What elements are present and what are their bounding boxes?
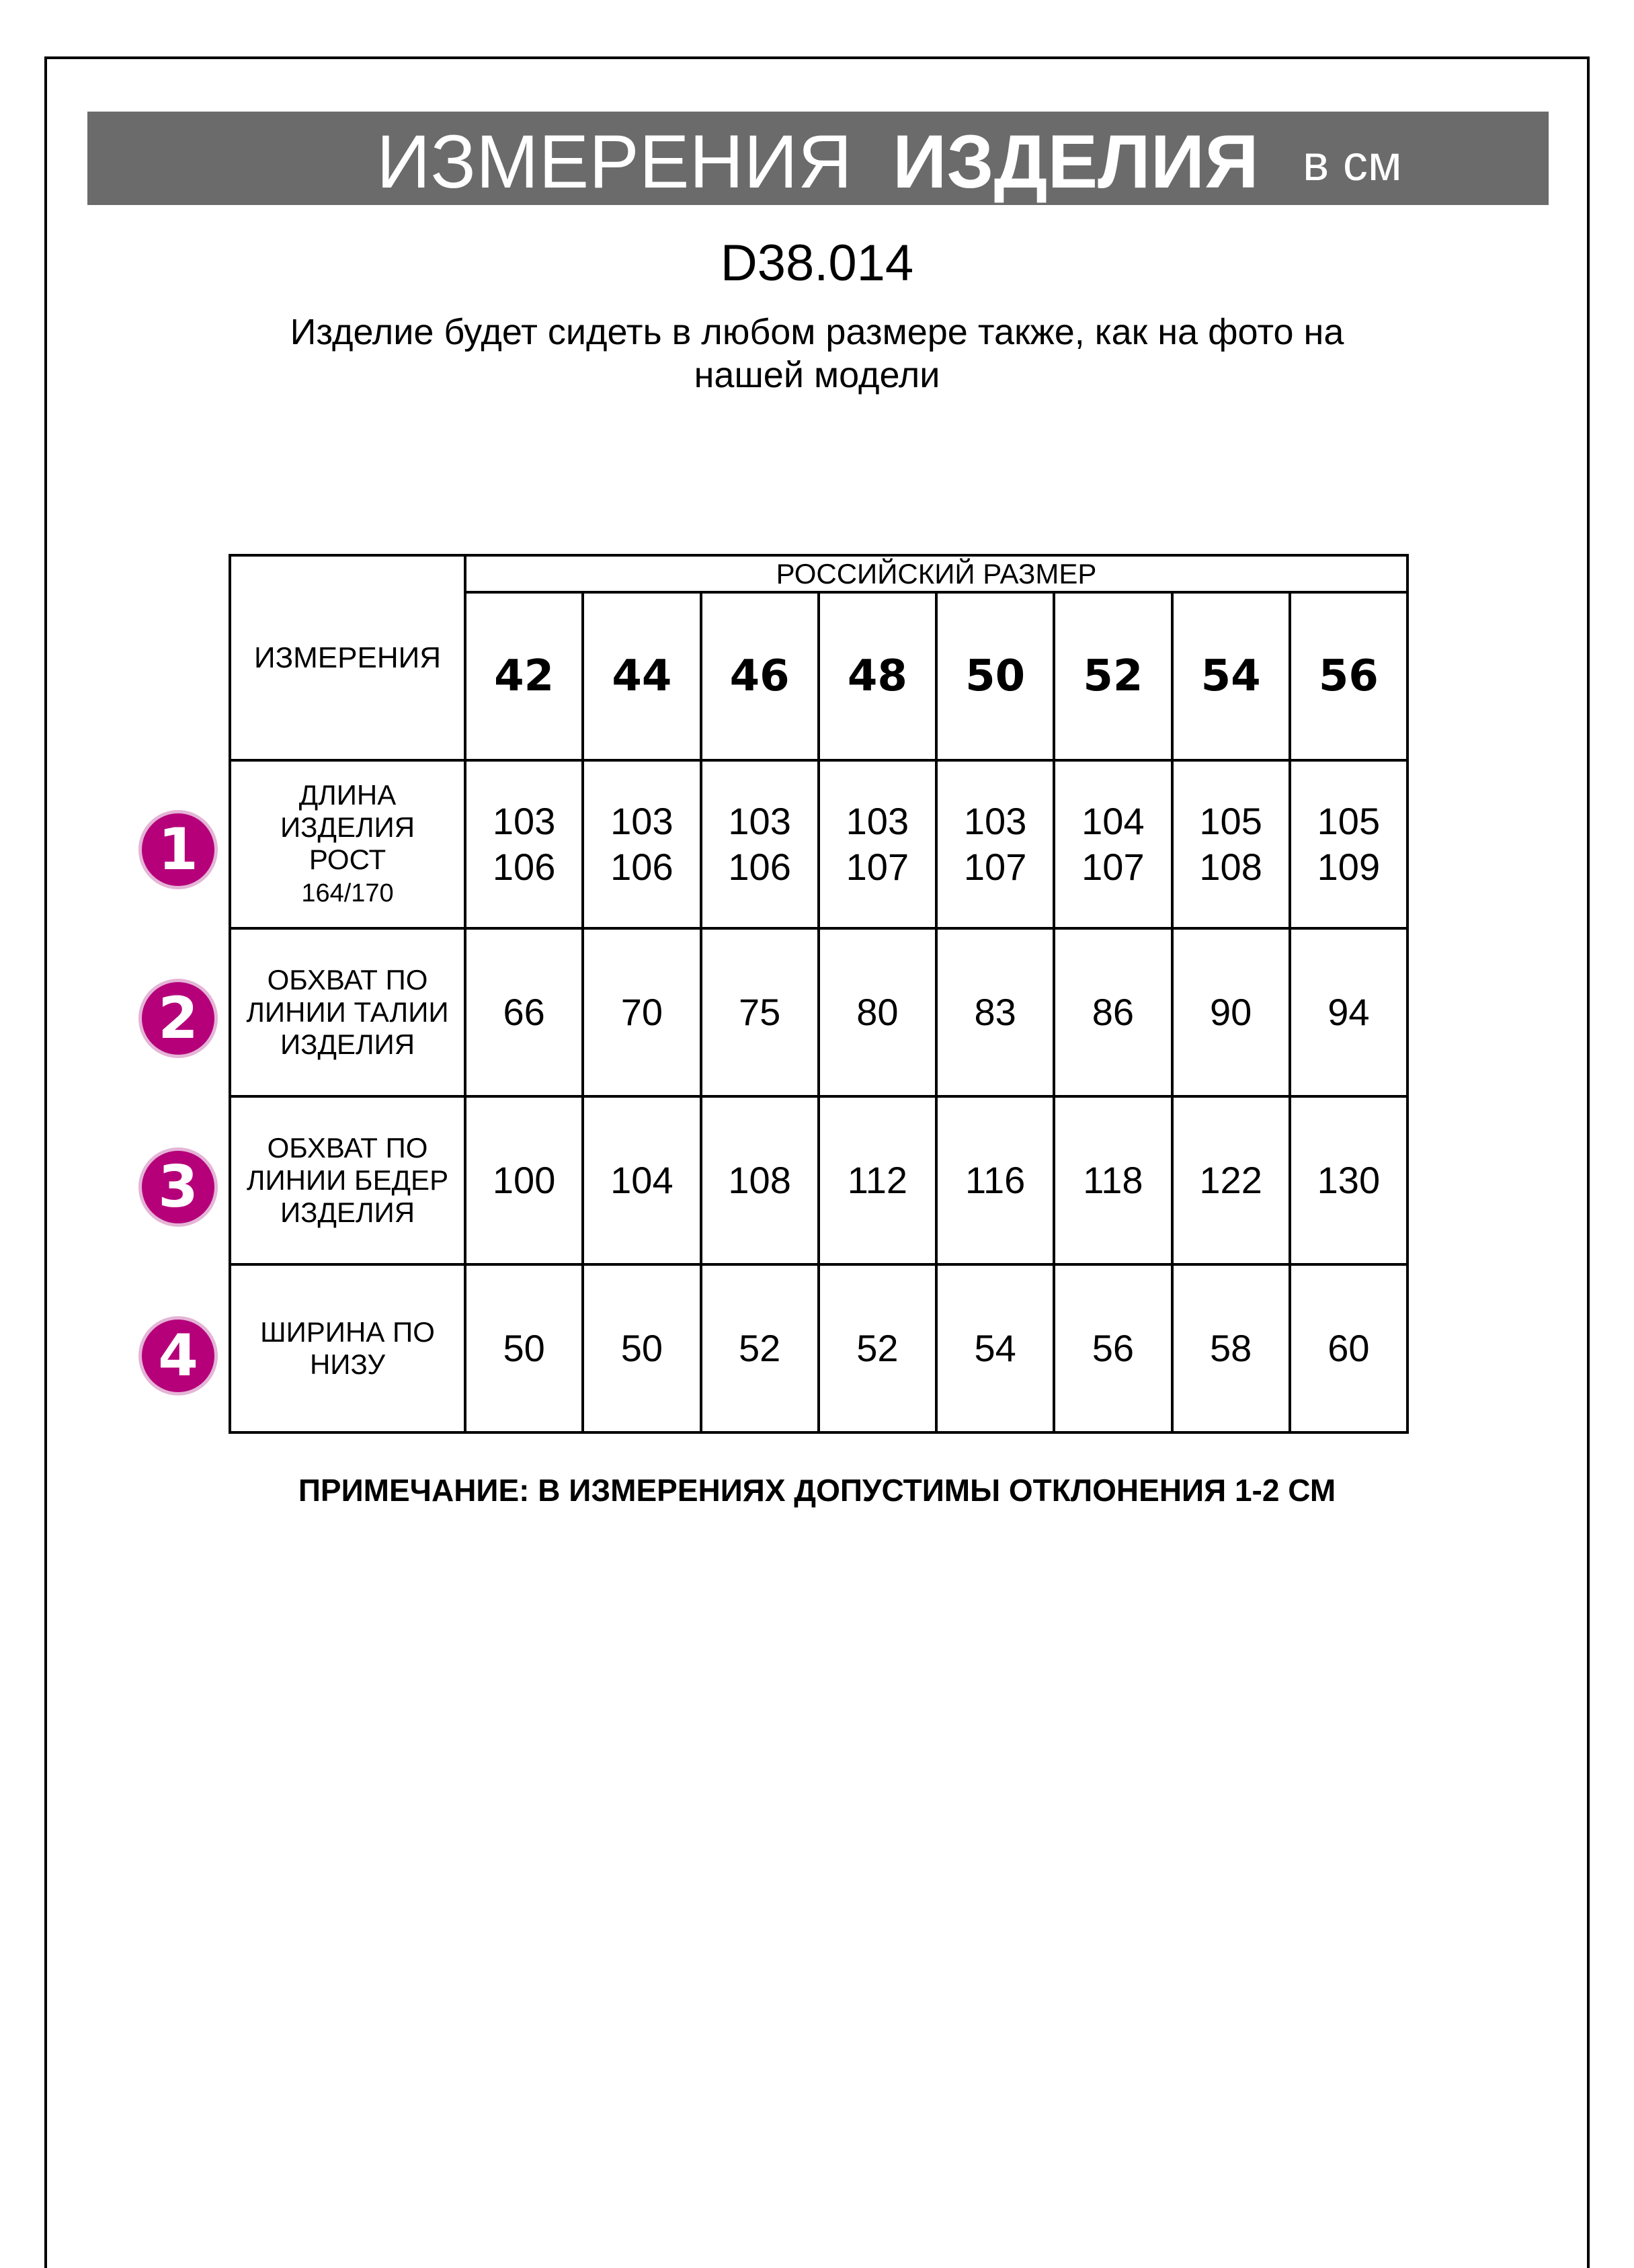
value-cell [583,1096,700,1264]
title-product: ИЗДЕЛИЯ [893,120,1259,204]
row-sublabel: 164/170 [301,879,394,907]
size-header-52: 52 [1054,592,1172,760]
value: 75 [738,991,781,1033]
row-label-line: ДЛИНА [298,779,397,811]
value: 122 [1199,1159,1262,1201]
size-header-46: 46 [701,592,819,760]
row-number-badge: 1 [138,810,218,889]
value-cell [1172,1264,1290,1432]
value-cell [701,760,819,928]
row-label-line: ИЗДЕЛИЯ [280,811,415,843]
row-label [230,928,465,1096]
value-cell [1054,928,1172,1096]
value-cell [1172,760,1290,928]
row-label-line: ИЗДЕЛИЯ [280,1197,415,1228]
value-cell [1290,760,1407,928]
value: 105 [1199,800,1262,842]
value: 86 [1092,991,1135,1033]
row-label-line: ШИРИНА ПО [260,1316,435,1348]
value: 103 [963,800,1027,842]
row-label [230,1264,465,1432]
value-cell [1290,928,1407,1096]
value: 66 [503,991,545,1033]
value: 108 [728,1159,791,1201]
value: 103 [728,800,791,842]
value: 118 [1083,1159,1143,1201]
row-label-line: ЛИНИИ БЕДЕР [246,1164,449,1196]
value-cell [819,760,936,928]
row-label-line: НИЗУ [309,1348,386,1380]
value: 104 [610,1159,673,1201]
value-cell [936,760,1054,928]
value: 103 [610,800,673,842]
value-cell [936,1264,1054,1432]
value-cell [583,928,700,1096]
value-cell [465,1264,583,1432]
row-label [230,1096,465,1264]
value-cell [1290,1264,1407,1432]
value: 112 [847,1159,908,1201]
value: 107 [846,846,909,888]
value: 130 [1317,1159,1381,1201]
value: 90 [1209,991,1252,1033]
size-header-50: 50 [936,592,1054,760]
product-code: D38.014 [720,235,914,292]
title-unit: в см [1303,135,1402,191]
fit-description-line: нашей модели [694,355,940,395]
value-cell [583,1264,700,1432]
value-cell [465,760,583,928]
value: 105 [1317,800,1381,842]
title-measurements: ИЗМЕРЕНИЯ [376,120,852,204]
tolerance-note: ПРИМЕЧАНИЕ: В ИЗМЕРЕНИЯХ ДОПУСТИМЫ ОТКЛОНЕНИЯ 1-2 СМ [298,1473,1336,1508]
table-row [230,1264,1407,1432]
value: 54 [974,1327,1016,1369]
value: 106 [492,846,556,888]
value: 60 [1327,1327,1370,1369]
value: 108 [1199,846,1262,888]
value-cell [936,1096,1054,1264]
table-row [230,928,1407,1096]
fit-description [269,311,1365,397]
value: 94 [1327,991,1370,1033]
value-cell [1172,1096,1290,1264]
value-cell [1054,1096,1172,1264]
value: 83 [974,991,1016,1033]
size-header-42: 42 [465,592,583,760]
table-row [230,760,1407,928]
value: 103 [492,800,556,842]
value: 103 [846,800,909,842]
value: 52 [738,1327,781,1369]
value-cell [701,1096,819,1264]
value-cell [701,1264,819,1432]
value: 56 [1092,1327,1135,1369]
value-cell [1290,1096,1407,1264]
size-header-56: 56 [1290,592,1407,760]
value-cell [1054,760,1172,928]
value: 106 [610,846,673,888]
row-label-line: ЛИНИИ ТАЛИИ [246,996,449,1028]
table-row [230,1096,1407,1264]
value: 50 [503,1327,545,1369]
row-label-line: ИЗДЕЛИЯ [280,1028,415,1060]
value: 70 [620,991,663,1033]
row-number-badge: 4 [138,1316,218,1395]
value-cell [465,928,583,1096]
row-label-line: РОСТ [309,844,386,875]
value: 109 [1317,846,1381,888]
value-cell [701,928,819,1096]
value: 80 [856,991,899,1033]
row-number-badge: 2 [138,979,218,1058]
row-label [230,760,465,928]
value: 58 [1209,1327,1252,1369]
value-cell [1172,928,1290,1096]
value-cell [819,1096,936,1264]
value: 106 [728,846,791,888]
value: 107 [1081,846,1145,888]
value-cell [465,1096,583,1264]
value-cell [819,1264,936,1432]
row-label-line: ОБХВАТ ПО [267,964,428,996]
size-header-44: 44 [583,592,700,760]
value-cell [819,928,936,1096]
value-cell [1054,1264,1172,1432]
value: 107 [963,846,1027,888]
value: 52 [856,1327,899,1369]
value: 50 [620,1327,663,1369]
value: 104 [1081,800,1145,842]
row-number-badge: 3 [138,1147,218,1227]
value-cell [583,760,700,928]
size-header-48: 48 [819,592,936,760]
size-system-header: РОССИЙСКИЙ РАЗМЕР [465,555,1407,592]
size-header-54: 54 [1172,592,1290,760]
value: 116 [965,1159,1026,1201]
title-banner [87,112,1549,205]
value: 100 [492,1159,556,1201]
fit-description-line: Изделие будет сидеть в любом размере также, как на фото на [290,312,1344,352]
size-table [229,554,1409,1434]
row-label-line: ОБХВАТ ПО [267,1132,428,1164]
value-cell [936,928,1054,1096]
measure-header: ИЗМЕРЕНИЯ [230,555,465,760]
